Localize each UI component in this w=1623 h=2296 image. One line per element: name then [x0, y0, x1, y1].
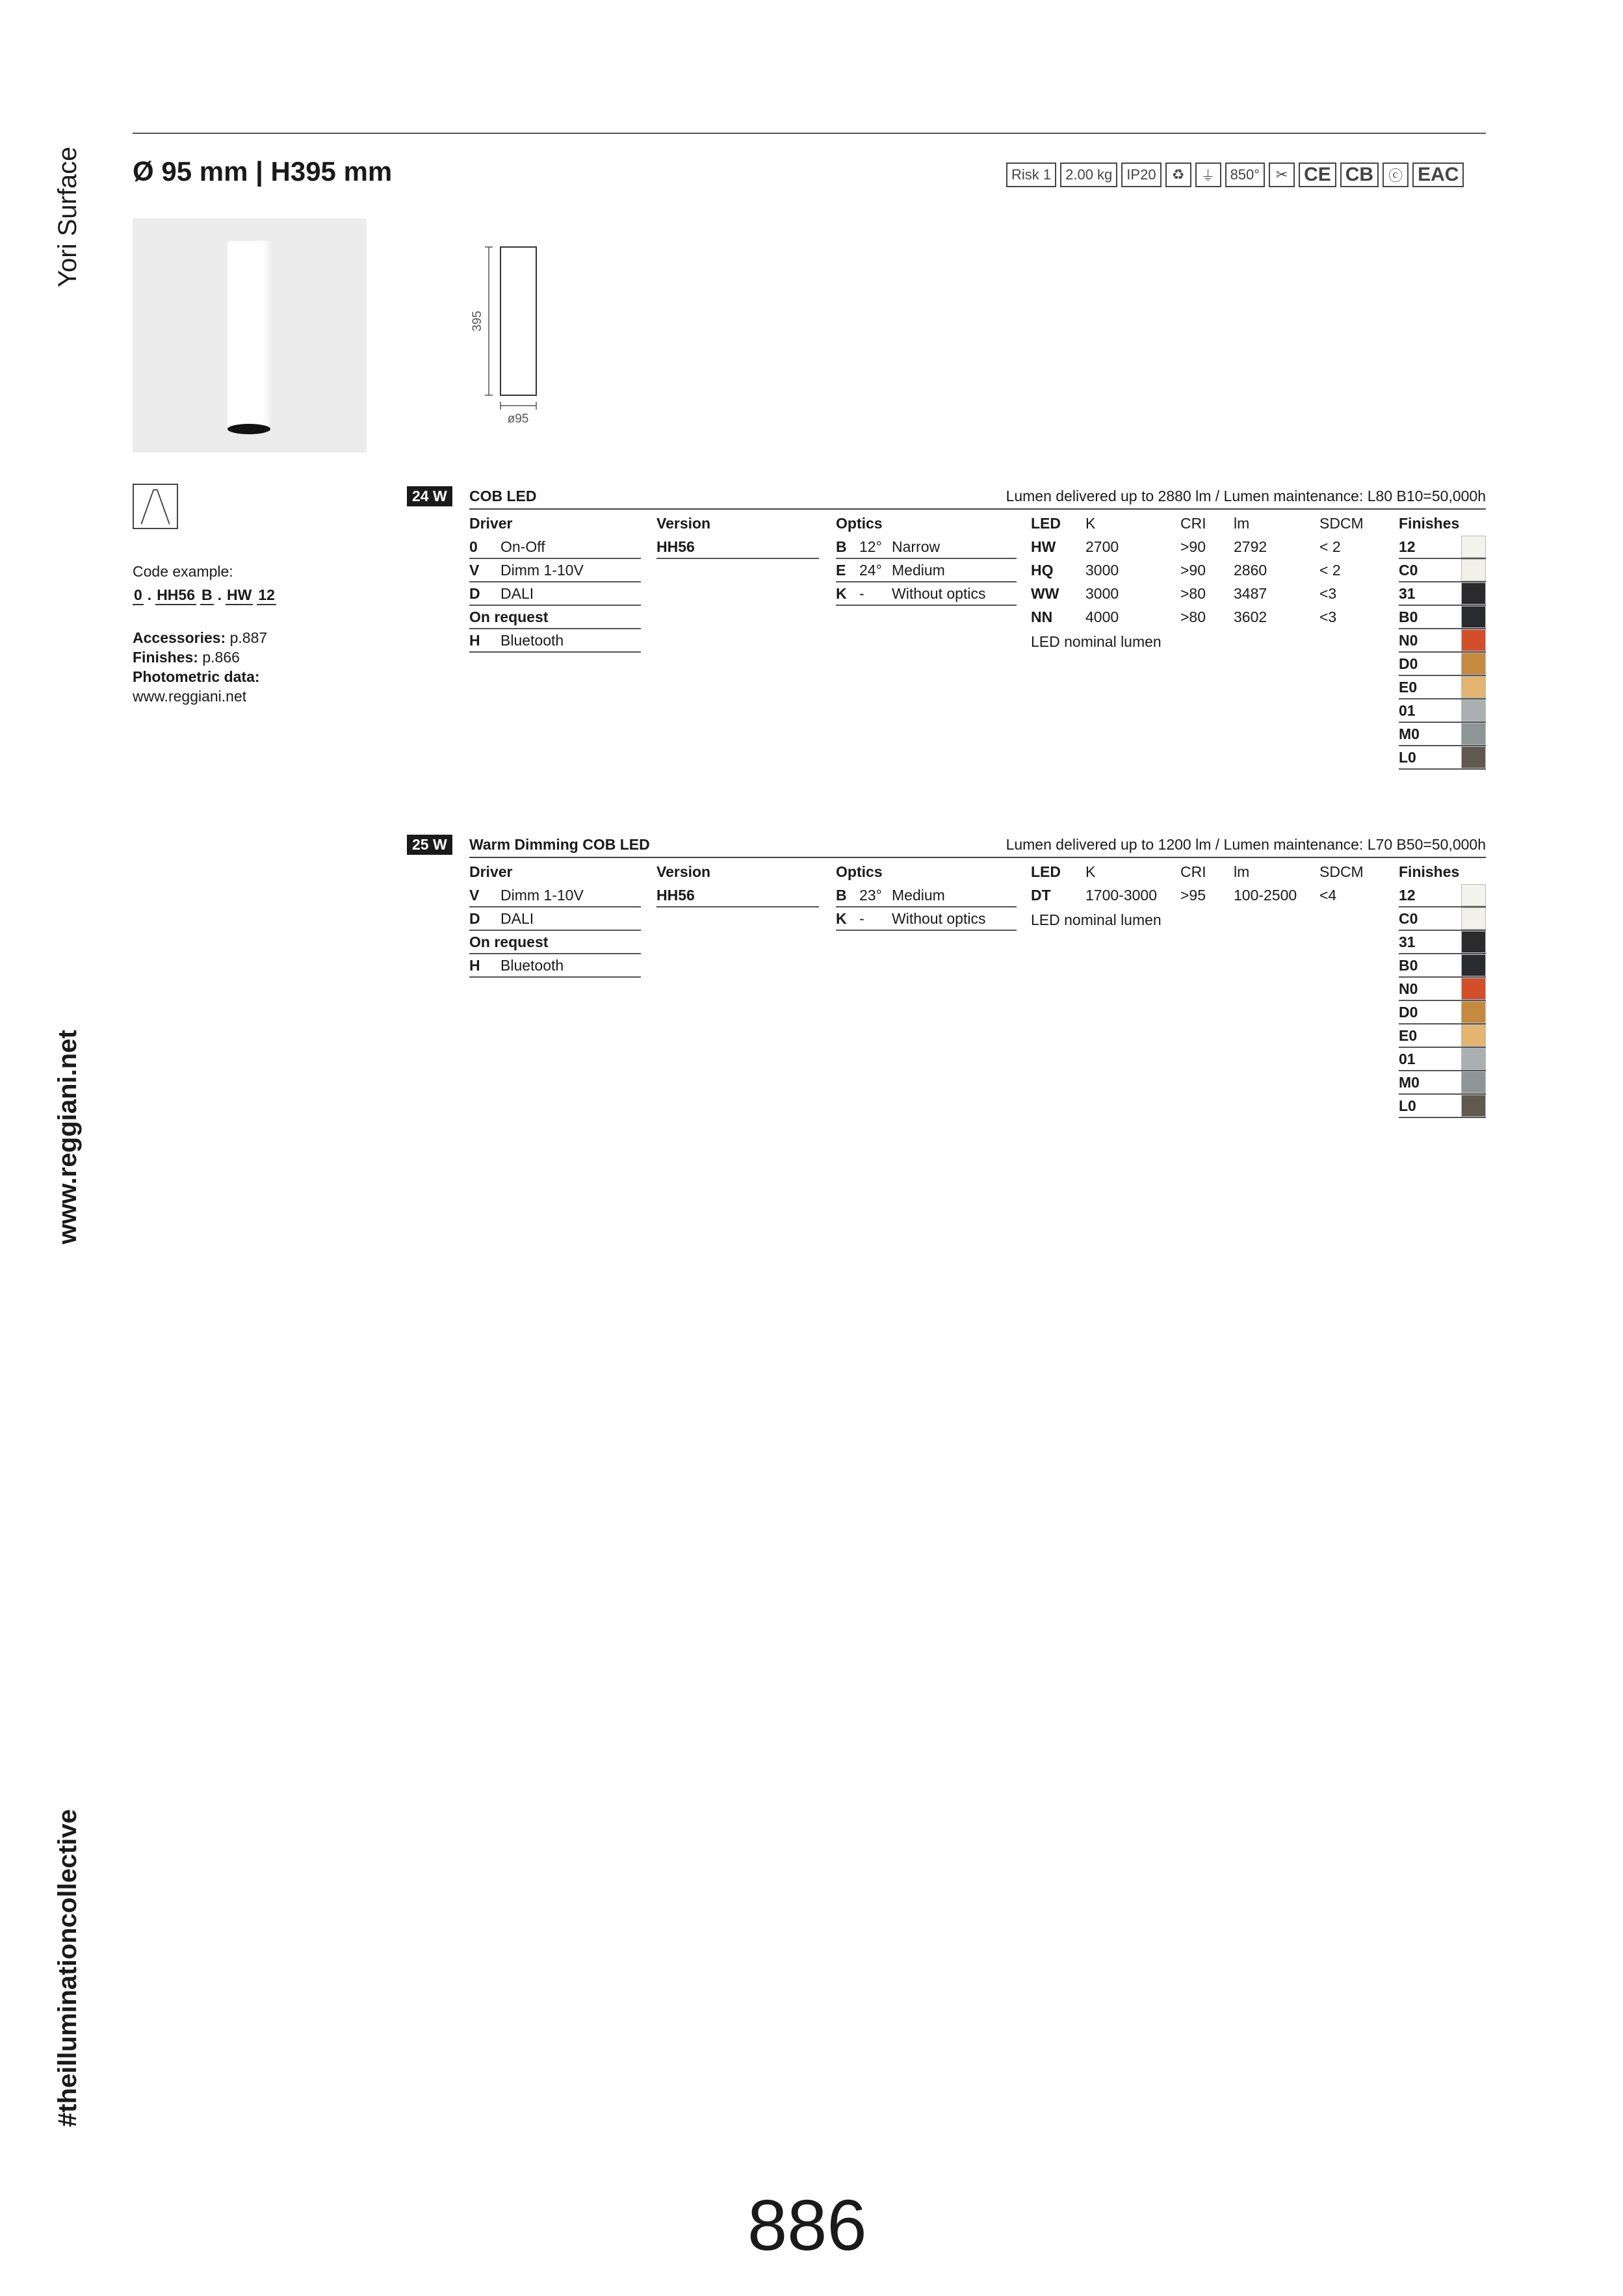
finish-swatch — [1461, 699, 1486, 722]
finish-swatch — [1461, 1095, 1486, 1117]
cert-icon: CE — [1299, 163, 1336, 187]
optics-row — [836, 536, 1017, 559]
driver-code: H — [469, 957, 480, 974]
accessories-label: Accessories: — [133, 629, 226, 646]
finish-code: 31 — [1399, 585, 1416, 602]
optics-code: K — [836, 910, 847, 927]
driver-label: On request — [469, 608, 549, 625]
led-header-cell: CRI — [1180, 515, 1206, 532]
version-row — [656, 884, 819, 907]
finishes-column — [1399, 511, 1486, 770]
finish-row — [1399, 884, 1486, 907]
led-cell: 2860 — [1234, 562, 1267, 579]
led-header-cell: SDCM — [1319, 515, 1364, 532]
optics-label: Without optics — [892, 910, 986, 927]
page-title: Ø 95 mm | H395 mm — [133, 156, 393, 187]
led-cell: 2792 — [1234, 538, 1267, 555]
version-code: HH56 — [656, 538, 695, 555]
optics-angle: - — [859, 910, 864, 927]
driver-row — [469, 884, 641, 907]
finishes-header: Finishes — [1399, 863, 1460, 880]
optics-column — [836, 511, 1017, 606]
optics-row — [836, 559, 1017, 582]
finish-row — [1399, 746, 1486, 770]
led-cell: HW — [1031, 538, 1056, 555]
driver-code: V — [469, 887, 480, 904]
cert-icon: EAC — [1412, 163, 1464, 187]
code-example-label: Code example: — [133, 563, 233, 580]
lumen-info: Lumen delivered up to 2880 lm / Lumen maintenance: L80 B10=50,000h — [1006, 488, 1486, 504]
photometric-label: Photometric data: — [133, 668, 260, 685]
driver-row — [469, 907, 641, 931]
finishes-label: Finishes: — [133, 649, 198, 666]
driver-row — [469, 606, 641, 629]
finish-code: L0 — [1399, 749, 1416, 766]
section-rule — [469, 857, 1486, 858]
page-number: 886 — [747, 2185, 867, 2265]
finish-row — [1399, 536, 1486, 559]
cert-icon: IP20 — [1121, 163, 1161, 187]
code-part: . — [217, 586, 222, 603]
finish-code: 12 — [1399, 887, 1416, 904]
section-25w — [407, 835, 1486, 1114]
finish-row — [1399, 1024, 1486, 1048]
optics-row — [836, 884, 1017, 907]
optics-angle: 24° — [859, 562, 882, 579]
finish-code: E0 — [1399, 1027, 1418, 1044]
driver-column — [469, 859, 641, 978]
finish-row — [1399, 1048, 1486, 1071]
led-cell: < 2 — [1319, 562, 1341, 579]
led-cell: WW — [1031, 585, 1059, 602]
led-cell: >95 — [1180, 887, 1206, 904]
driver-code: D — [469, 910, 480, 927]
finish-swatch — [1461, 723, 1486, 745]
diameter-dimension: ø95 — [507, 412, 529, 426]
finish-swatch — [1461, 559, 1486, 581]
finish-row — [1399, 606, 1486, 629]
optics-label: Medium — [892, 887, 945, 904]
code-part: HW — [226, 586, 253, 605]
optics-header: Optics — [836, 863, 883, 880]
driver-label: Dimm 1-10V — [500, 887, 584, 904]
finish-row — [1399, 723, 1486, 746]
led-row — [1031, 559, 1369, 582]
optics-angle: - — [859, 585, 864, 602]
code-part: . — [147, 586, 152, 603]
beam-angle-icon — [133, 484, 178, 529]
led-row — [1031, 582, 1369, 606]
finish-code: 12 — [1399, 538, 1416, 555]
code-part: 0 — [133, 586, 144, 605]
driver-column — [469, 511, 641, 653]
website-vertical: www.reggiani.net — [53, 1030, 82, 1244]
code-part: 12 — [257, 586, 276, 605]
finish-row — [1399, 1001, 1486, 1024]
version-code: HH56 — [656, 887, 695, 904]
finish-code: D0 — [1399, 1004, 1418, 1021]
driver-row — [469, 536, 641, 559]
led-cell: <3 — [1319, 585, 1337, 602]
optics-code: E — [836, 562, 846, 579]
finish-row — [1399, 954, 1486, 978]
finish-code: 01 — [1399, 1050, 1416, 1067]
finishes-header: Finishes — [1399, 515, 1460, 532]
led-cell: <4 — [1319, 887, 1337, 904]
cert-icon: 850° — [1225, 163, 1266, 187]
driver-row — [469, 629, 641, 653]
finish-row — [1399, 629, 1486, 653]
driver-label: Bluetooth — [500, 632, 564, 649]
certification-icons — [1006, 163, 1464, 187]
finish-swatch — [1461, 1071, 1486, 1093]
finish-row — [1399, 582, 1486, 606]
led-cell: < 2 — [1319, 538, 1341, 555]
code-part: B — [200, 586, 214, 605]
finish-swatch — [1461, 907, 1486, 930]
optics-code: B — [836, 887, 847, 904]
finish-code: 31 — [1399, 933, 1416, 950]
finish-swatch — [1461, 606, 1486, 628]
led-header-cell: K — [1085, 515, 1096, 532]
led-cell: NN — [1031, 608, 1053, 625]
optics-row — [836, 907, 1017, 931]
led-cell: >90 — [1180, 562, 1206, 579]
led-header-cell: lm — [1234, 515, 1250, 532]
optics-column — [836, 859, 1017, 931]
driver-label: DALI — [500, 910, 534, 927]
driver-label: On-Off — [500, 538, 545, 555]
finish-code: M0 — [1399, 725, 1420, 742]
optics-angle: 12° — [859, 538, 882, 555]
led-header-row — [1031, 511, 1369, 536]
optics-label: Without optics — [892, 585, 986, 602]
section-24w — [407, 486, 1486, 766]
finish-row — [1399, 676, 1486, 699]
led-cell: 3000 — [1085, 585, 1119, 602]
product-photo — [133, 218, 367, 452]
driver-label: Dimm 1-10V — [500, 562, 584, 579]
watt-badge: 25 W — [407, 835, 452, 855]
section-rule — [469, 508, 1486, 510]
driver-row — [469, 954, 641, 978]
finish-code: B0 — [1399, 608, 1418, 625]
cert-icon: ⏚ — [1195, 163, 1221, 187]
section-header — [407, 486, 1486, 508]
led-cell: 4000 — [1085, 608, 1119, 625]
finish-swatch — [1461, 536, 1486, 558]
led-header-cell: LED — [1031, 515, 1061, 532]
finish-code: 01 — [1399, 702, 1416, 719]
led-cell: >80 — [1180, 585, 1206, 602]
driver-code: D — [469, 585, 480, 602]
height-dimension: 395 — [471, 311, 484, 332]
version-header: Version — [656, 515, 711, 532]
technical-drawing — [455, 234, 552, 429]
cert-icon: ✂ — [1269, 163, 1295, 187]
driver-header: Driver — [469, 863, 513, 880]
optics-row — [836, 582, 1017, 606]
section-name: Warm Dimming COB LED — [469, 836, 650, 853]
finish-swatch — [1461, 978, 1486, 1000]
finish-row — [1399, 653, 1486, 676]
finish-row — [1399, 907, 1486, 931]
led-cell: HQ — [1031, 562, 1054, 579]
driver-header: Driver — [469, 515, 513, 532]
finishes-page: p.866 — [202, 649, 240, 666]
finish-swatch — [1461, 582, 1486, 605]
finish-row — [1399, 1095, 1486, 1118]
led-header-cell: lm — [1234, 863, 1250, 880]
driver-code: H — [469, 632, 480, 649]
finish-code: N0 — [1399, 632, 1418, 649]
led-row — [1031, 606, 1369, 629]
led-cell: <3 — [1319, 608, 1337, 625]
led-note: LED nominal lumen — [1031, 633, 1162, 650]
optics-code: B — [836, 538, 847, 555]
driver-code: 0 — [469, 538, 478, 555]
optics-code: K — [836, 585, 847, 602]
led-cell: DT — [1031, 887, 1051, 904]
finish-code: L0 — [1399, 1097, 1416, 1114]
led-column — [1031, 859, 1369, 929]
finish-swatch — [1461, 653, 1486, 675]
photometric-link[interactable]: www.reggiani.net — [133, 688, 247, 705]
finish-row — [1399, 699, 1486, 723]
cert-icon: ♻ — [1165, 163, 1191, 187]
lumen-info: Lumen delivered up to 1200 lm / Lumen maintenance: L70 B50=50,000h — [1006, 836, 1486, 853]
finish-swatch — [1461, 884, 1486, 906]
led-cell: 3487 — [1234, 585, 1267, 602]
optics-header: Optics — [836, 515, 883, 532]
accessories-page: p.887 — [229, 629, 268, 646]
hashtag-vertical: #theilluminationcollective — [53, 1808, 82, 2127]
led-header-cell: CRI — [1180, 863, 1206, 880]
info-block — [133, 628, 267, 706]
led-row — [1031, 884, 1369, 907]
led-note: LED nominal lumen — [1031, 911, 1162, 928]
finish-row — [1399, 559, 1486, 582]
led-cell: 100-2500 — [1234, 887, 1297, 904]
cert-icon: ⓒ — [1383, 163, 1409, 187]
finishes-column — [1399, 859, 1486, 1118]
led-cell: 2700 — [1085, 538, 1119, 555]
version-column — [656, 511, 819, 559]
cylinder-luminaire — [227, 241, 270, 429]
cert-icon: 2.00 kg — [1060, 163, 1117, 187]
led-cell: >80 — [1180, 608, 1206, 625]
version-header: Version — [656, 863, 711, 880]
led-header-cell: K — [1085, 863, 1096, 880]
finish-code: N0 — [1399, 980, 1418, 997]
led-header-cell: SDCM — [1319, 863, 1364, 880]
finish-swatch — [1461, 676, 1486, 698]
led-header-row — [1031, 859, 1369, 884]
led-header-cell: LED — [1031, 863, 1061, 880]
finish-swatch — [1461, 629, 1486, 651]
top-rule — [133, 133, 1486, 134]
finish-code: C0 — [1399, 562, 1418, 579]
finish-swatch — [1461, 1024, 1486, 1047]
finish-row — [1399, 1071, 1486, 1095]
cylinder-opening — [227, 424, 270, 434]
driver-row — [469, 559, 641, 582]
finish-code: M0 — [1399, 1074, 1420, 1091]
driver-label: Bluetooth — [500, 957, 564, 974]
driver-row — [469, 582, 641, 606]
finish-row — [1399, 978, 1486, 1001]
finish-swatch — [1461, 954, 1486, 976]
version-row — [656, 536, 819, 559]
optics-label: Medium — [892, 562, 945, 579]
version-column — [656, 859, 819, 907]
finish-swatch — [1461, 1001, 1486, 1023]
led-column — [1031, 511, 1369, 651]
led-cell: 3602 — [1234, 608, 1267, 625]
led-cell: 3000 — [1085, 562, 1119, 579]
finish-code: C0 — [1399, 910, 1418, 927]
watt-badge: 24 W — [407, 486, 452, 506]
led-cell: >90 — [1180, 538, 1206, 555]
finish-swatch — [1461, 746, 1486, 768]
finish-code: B0 — [1399, 957, 1418, 974]
driver-row — [469, 931, 641, 954]
code-part: HH56 — [155, 586, 196, 605]
section-header — [407, 835, 1486, 857]
product-name-vertical: Yori Surface — [53, 146, 82, 287]
driver-label: DALI — [500, 585, 534, 602]
section-name: COB LED — [469, 488, 537, 504]
finish-row — [1399, 931, 1486, 954]
optics-label: Narrow — [892, 538, 941, 555]
code-example — [133, 586, 276, 605]
cert-icon: CB — [1340, 163, 1379, 187]
led-cell: 1700-3000 — [1085, 887, 1157, 904]
finish-swatch — [1461, 931, 1486, 953]
finish-swatch — [1461, 1048, 1486, 1070]
finish-code: E0 — [1399, 679, 1418, 696]
finish-code: D0 — [1399, 655, 1418, 672]
cert-icon: Risk 1 — [1006, 163, 1056, 187]
optics-angle: 23° — [859, 887, 882, 904]
led-row — [1031, 536, 1369, 559]
driver-label: On request — [469, 933, 549, 950]
driver-code: V — [469, 562, 480, 579]
